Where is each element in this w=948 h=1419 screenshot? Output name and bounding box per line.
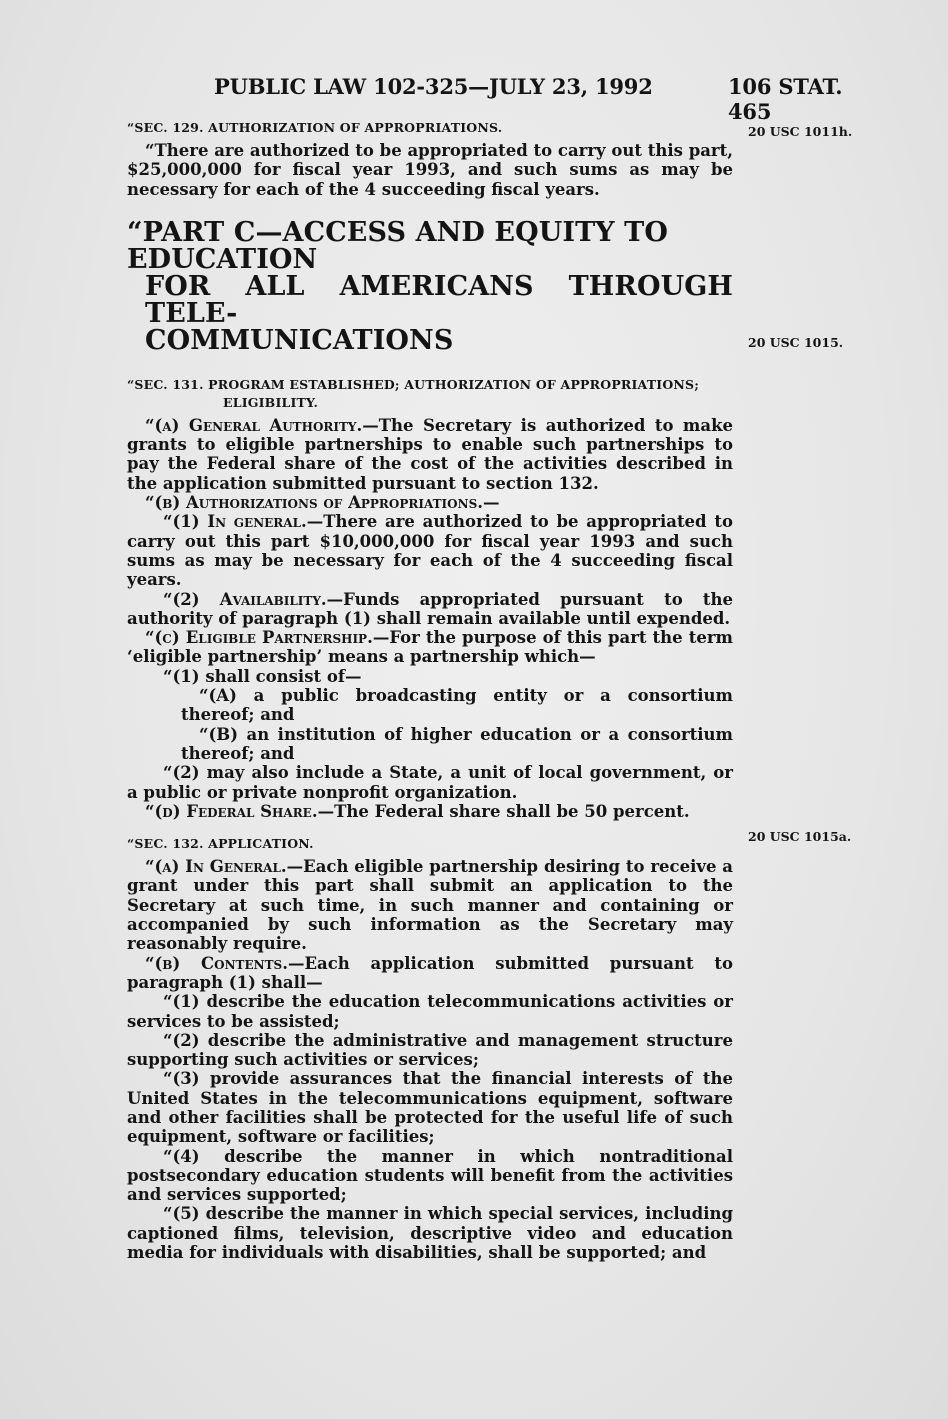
sec131-b-label: “(b) Authorizations of Appropriations. bbox=[145, 493, 483, 513]
margin-note-sec132: 20 USC 1015a. bbox=[748, 829, 852, 844]
sec131-a bbox=[127, 416, 733, 493]
part-c-line2: FOR ALL AMERICANS THROUGH TELE- bbox=[145, 270, 733, 329]
sec131-c bbox=[127, 628, 733, 667]
sec131-b2 bbox=[127, 590, 733, 629]
sec132-heading: “SEC. 132. APPLICATION. bbox=[127, 836, 314, 852]
sec132-b bbox=[127, 954, 733, 993]
sec132-a bbox=[127, 857, 733, 953]
part-c-line1: “PART C—ACCESS AND EQUITY TO EDUCATION bbox=[127, 216, 668, 275]
part-c-line3: COMMUNICATIONS bbox=[145, 324, 454, 356]
sec132-b-label: “(b) Contents. bbox=[145, 953, 288, 973]
header-title: PUBLIC LAW 102-325—JULY 23, 1992 bbox=[214, 74, 653, 99]
sec129-text: “There are authorized to be appropriated to carry out this part, $25,000,000 for fiscal year 1993, and such sums as may be necessary for each of the 4 succeeding fiscal years. bbox=[127, 141, 733, 199]
sec131-d bbox=[127, 802, 733, 821]
sec131-a-text: —The Secretary is authorized to make grants to eligible partnerships to enable such partnerships to pay the Federal share of the cost of the activities described in the application submitted pursuant to section 132. bbox=[127, 415, 733, 493]
part-c-heading bbox=[127, 216, 733, 356]
sec131-a-label: “(a) General Authority. bbox=[145, 415, 363, 435]
sec131-heading: “SEC. 131. PROGRAM ESTABLISHED; AUTHORIZATION OF APPROPRIATIONS; ELIGIBILITY. bbox=[127, 376, 700, 410]
sec129-heading: “SEC. 129. AUTHORIZATION OF APPROPRIATIONS. bbox=[127, 120, 503, 135]
sec131-b1-text: —There are authorized to be appropriated to carry out this part $10,000,000 for fiscal year 1993 and such sums as may be necessary for each of the 4 succeeding fiscal years. bbox=[127, 512, 733, 590]
margin-note-sec131: 20 USC 1015. bbox=[748, 335, 844, 350]
sec131-c-text: —For the purpose of this part the term ‘eligible partnership’ means a partnership which— bbox=[127, 628, 733, 667]
sec132-b-item: “(3) provide assurances that the financial interests of the United States in the telecommunications equipment, software and other facilities shall be protected for the useful life of such equipment, software or facilities; bbox=[127, 1069, 733, 1147]
sec132-b-text: —Each application submitted pursuant to paragraph (1) shall— bbox=[127, 953, 733, 992]
header-stat-page: 106 STAT. 465 bbox=[728, 74, 843, 124]
sec132-b-item: “(4) describe the manner in which nontraditional postsecondary education students will benefit from the activities and services supported; bbox=[127, 1146, 733, 1205]
sec131-d-label: “(d) Federal Share. bbox=[145, 801, 318, 821]
sec131-c2: “(2) may also include a State, a unit of local government, or a public or private nonprofit organization. bbox=[127, 763, 733, 802]
sec131-cA: “(A) a public broadcasting entity or a consortium thereof; and bbox=[181, 686, 733, 725]
margin-note-sec129: 20 USC 1011h. bbox=[748, 124, 853, 139]
sec131-b1 bbox=[127, 512, 733, 589]
sec132-a-text: —Each eligible partnership desiring to receive a grant under this part shall submit an application to the Secretary at such time, in such manner and containing or accompanied by such information as the Secretary may reasonably require. bbox=[127, 857, 733, 954]
sec131-b-text: — bbox=[483, 493, 500, 513]
document-body bbox=[127, 119, 733, 1262]
sec132-a-label: “(a) In General. bbox=[145, 857, 287, 877]
sec132-b-item: “(2) describe the administrative and management structure supporting such activities or services; bbox=[127, 1030, 733, 1070]
sec131-c-label: “(c) Eligible Partnership. bbox=[145, 628, 373, 648]
sec131-cB: “(B) an institution of higher education or a consortium thereof; and bbox=[181, 724, 733, 763]
sec131-d-text: —The Federal share shall be 50 percent. bbox=[317, 801, 690, 821]
sec131-b2-text: —Funds appropriated pursuant to the authority of paragraph (1) shall remain available until expended. bbox=[127, 589, 733, 628]
sec131-b2-label: “(2) Availability. bbox=[163, 589, 327, 609]
sec131-b bbox=[127, 493, 733, 512]
sec132-b-item: “(5) describe the manner in which special services, including captioned films, television, descriptive video and education media for individuals with disabilities, shall be supported; and bbox=[127, 1204, 733, 1263]
sec132-b-item: “(1) describe the education telecommunications activities or services to be assisted; bbox=[127, 992, 733, 1031]
sec131-c1: “(1) shall consist of— bbox=[163, 666, 362, 686]
sec131-b1-label: “(1) In general. bbox=[163, 512, 307, 532]
